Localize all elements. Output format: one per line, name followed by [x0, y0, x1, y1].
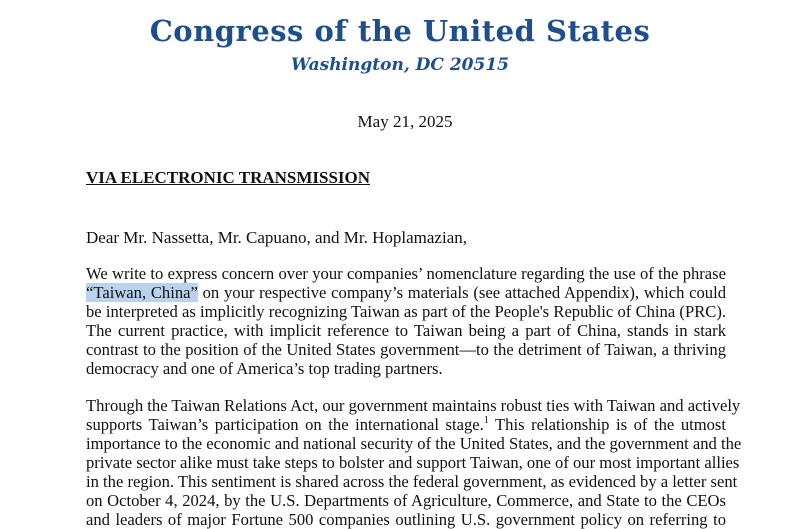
paragraph-1 — [86, 264, 726, 378]
paragraph-1-line: contrast to the position of the United States government—to the detriment of Taiwan, a thriving — [86, 340, 726, 359]
transmission-heading: VIA ELECTRONIC TRANSMISSION — [86, 168, 371, 187]
paragraph-2-line — [86, 415, 726, 434]
letter-date: May 21, 2025 — [357, 112, 453, 131]
paragraph-1-line-text: on your respective company’s materials (see attached Appendix), which could — [197, 283, 726, 302]
paragraph-1-line: be interpreted as implicitly recognizing Taiwan as part of the People's Republic of China (PRC). — [86, 302, 726, 321]
paragraph-2-line: on October 4, 2024, by the U.S. Departments of Agriculture, Commerce, and State to the CEOs — [86, 491, 726, 510]
paragraph-2-line: and leaders of major Fortune 500 companies outlining U.S. government policy on referring to — [86, 510, 726, 529]
letterhead-title: Congress of the United States — [149, 14, 651, 48]
footnote-marker[interactable]: 1 — [483, 415, 489, 426]
paragraph-1-line: democracy and one of America’s top trading partners. — [86, 359, 443, 378]
paragraph-2-line: Through the Taiwan Relations Act, our government maintains robust ties with Taiwan and actively — [86, 396, 741, 415]
paragraph-2-line: private sector alike must take steps to bolster and support Taiwan, one of our most important allies — [86, 453, 740, 472]
paragraph-2-line-text: This relationship is of the utmost — [488, 415, 727, 434]
paragraph-2-line: in the region. This sentiment is shared across the federal government, as evidenced by a letter sent — [86, 472, 738, 491]
letterhead-address: Washington, DC 20515 — [291, 55, 509, 75]
paragraph-1-line — [86, 283, 726, 302]
paragraph-2-line-text: supports Taiwan’s participation on the international stage. — [86, 415, 484, 434]
highlighted-phrase[interactable]: “Taiwan, China” — [86, 283, 198, 302]
paragraph-2-line: importance to the economic and national security of the United States, and the government and the — [86, 434, 742, 453]
paragraph-2 — [86, 396, 742, 529]
paragraph-1-line: The current practice, with implicit reference to Taiwan being a part of China, stands in stark — [86, 321, 726, 340]
salutation: Dear Mr. Nassetta, Mr. Capuano, and Mr. Hoplamazian, — [86, 228, 467, 247]
paragraph-1-line: We write to express concern over your companies’ nomenclature regarding the use of the phrase — [86, 264, 726, 283]
